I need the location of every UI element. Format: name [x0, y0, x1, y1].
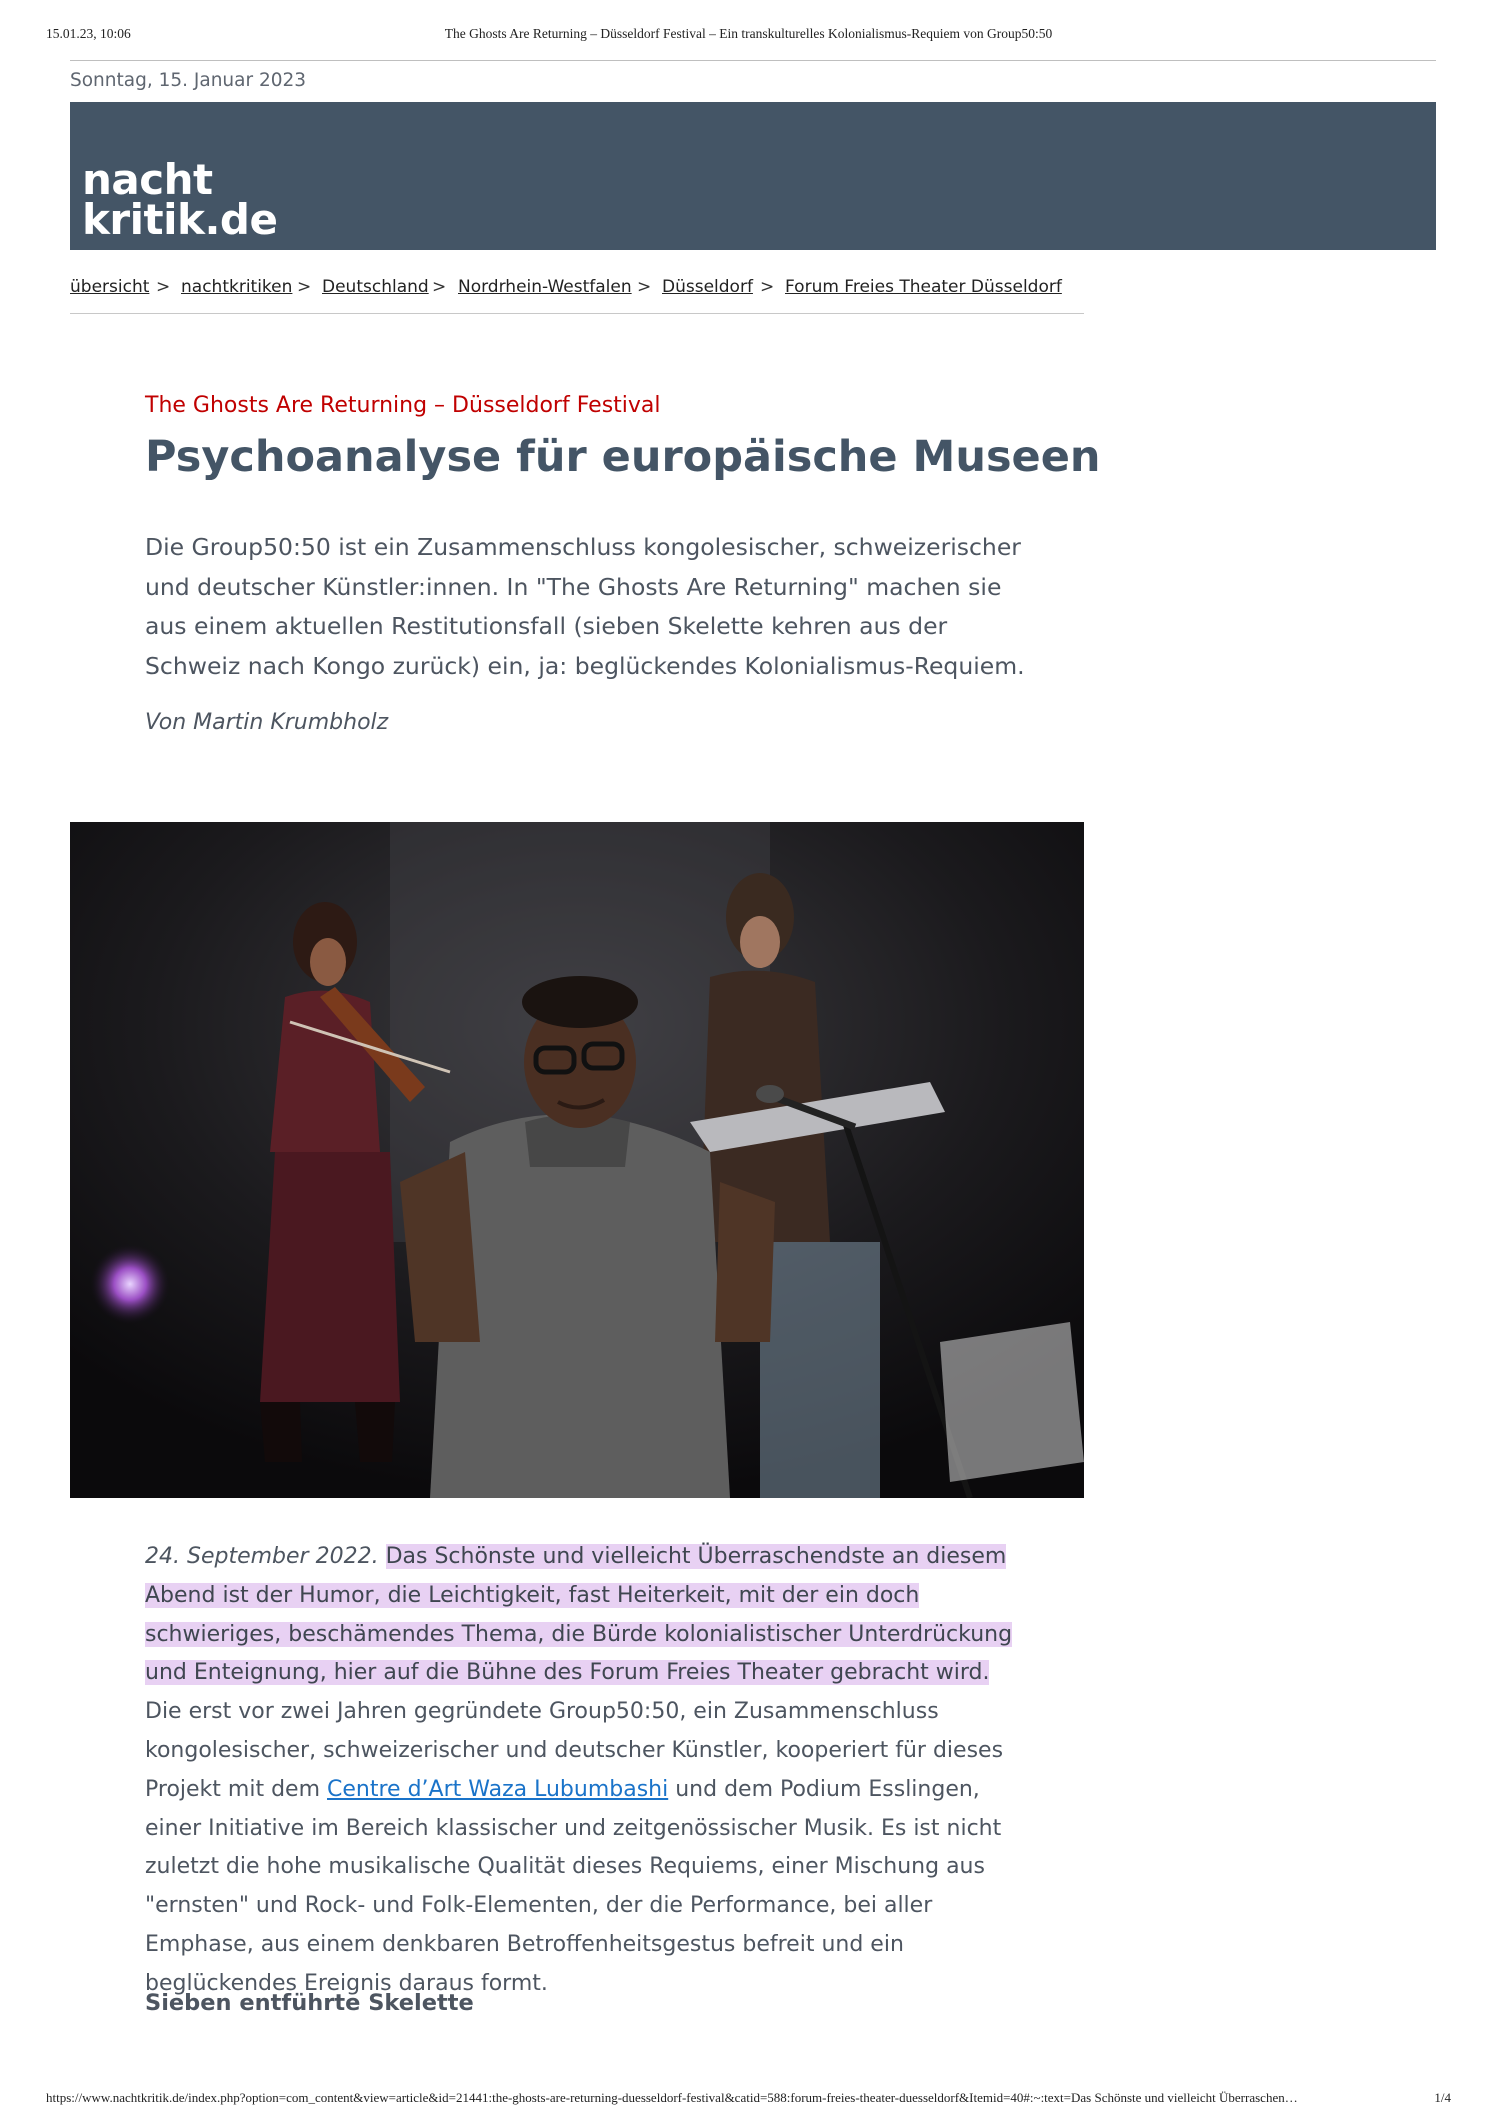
link-centre-dart-waza[interactable]: Centre d’Art Waza Lubumbashi [327, 1776, 669, 1802]
body-text-2: und dem Podium Esslingen, einer Initiative im Bereich klassischer und zeitgenössischer Musik. Es ist nicht zuletzt die hohe musikalische Qualität dieses Requiems, einer Mischung aus "ernsten" und Rock- und Folk-Elementen, der die Performance, bei aller Emphase, aus einem denkbaren Betroffenheitsgestus befreit und ein beglückendes Ereignis daraus formt. [145, 1776, 1002, 1996]
page-number: 1/4 [1434, 2090, 1451, 2105]
article-roofline: The Ghosts Are Returning – Düsseldorf Festival [145, 393, 661, 418]
body-text-1: Die erst vor zwei Jahren gegründete Group50:50, ein Zusammenschluss kongolesischer, schweizerischer und deutscher Künstler, kooperiert für dieses Projekt mit dem [145, 1699, 1004, 1802]
article-dateline: 24. September 2022. [145, 1544, 379, 1569]
print-url: https://www.nachtkritik.de/index.php?option=com_content&view=article&id=21441:the-ghosts-are-returning-duesseldorf-festival&catid=588:forum-freies-theater-duesseldorf&Itemid=40#:~:text=Das Schönste und vielleicht Überraschen… [46, 2090, 1298, 2105]
article-author: Von Martin Krumbholz [145, 710, 389, 735]
logo-line-2: kritik.de [82, 195, 278, 244]
header-divider [70, 60, 1436, 61]
breadcrumb-separator: > [156, 277, 171, 297]
article-intro: Die Group50:50 ist ein Zusammenschluss kongolesischer, schweizerischer und deutscher Künstler:innen. In "The Ghosts Are Returning" machen sie aus einem aktuellen Restitutionsfall (sieben Skelette kehren aus der Schweiz nach Kongo zurück) ein, ja: beglückendes Kolonialismus-Requiem. [145, 533, 1025, 680]
highlighted-passage: Das Schönste und vielleicht Überraschendste an diesem Abend ist der Humor, die Leichtigkeit, fast Heiterkeit, mit der ein doch schwieriges, beschämendes Thema, die Bürde kolonialistischer Unterdrückung und Enteignung, hier auf die Bühne des Forum Freies Theater gebracht wird. [145, 1544, 1013, 1686]
breadcrumb-link-fft[interactable]: Forum Freies Theater Düsseldorf [785, 277, 1062, 297]
breadcrumb-link-nachtkritiken[interactable]: nachtkritiken [181, 277, 293, 297]
breadcrumb-link-nrw[interactable]: Nordrhein-Westfalen [458, 277, 632, 297]
site-logo[interactable] [82, 155, 278, 244]
breadcrumb-separator: > [297, 277, 312, 297]
article-body [145, 1538, 1025, 2004]
site-banner [70, 102, 1436, 250]
breadcrumb-link-deutschland[interactable]: Deutschland [322, 277, 429, 297]
print-datetime: 15.01.23, 10:06 [46, 26, 131, 41]
article-headline: Psychoanalyse für europäische Museen [145, 432, 1101, 482]
article-photo [70, 822, 1084, 1498]
print-title: The Ghosts Are Returning – Düsseldorf Festival – Ein transkulturelles Kolonialismus-Requiem von Group50:50 [444, 26, 1053, 41]
current-date: Sonntag, 15. Januar 2023 [70, 70, 307, 91]
breadcrumb-link-uebersicht[interactable]: übersicht [70, 277, 150, 297]
breadcrumb-separator: > [760, 277, 775, 297]
breadcrumb-separator: > [637, 277, 652, 297]
breadcrumb-link-duesseldorf[interactable]: Düsseldorf [662, 277, 753, 297]
breadcrumb [70, 277, 1084, 314]
logo-line-1: nacht [82, 155, 213, 204]
breadcrumb-separator: > [432, 277, 447, 297]
section-heading: Sieben entführte Skelette [145, 1990, 474, 2016]
